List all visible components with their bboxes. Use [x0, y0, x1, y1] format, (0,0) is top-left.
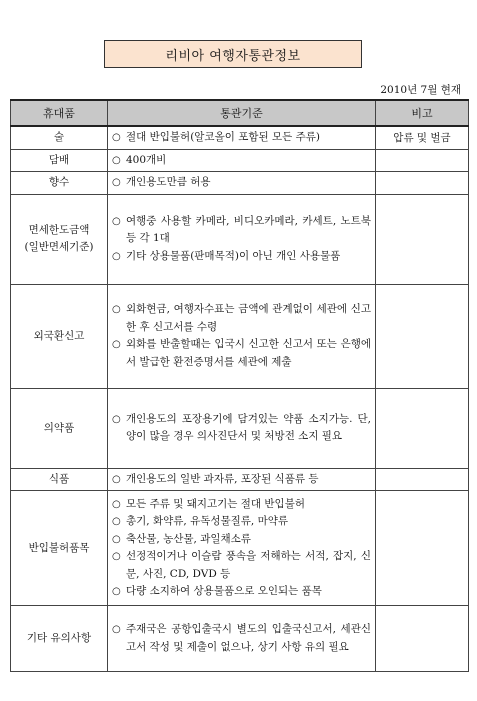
table-header-row — [11, 100, 469, 126]
item-cell — [11, 194, 108, 284]
bullet-text: 축산물, 농산물, 과일채소류 — [126, 532, 251, 545]
bullet-text: 개인용도의 일반 과자류, 포장된 식품류 등 — [126, 472, 319, 485]
item-cell — [11, 606, 108, 672]
bullet-text: 외화현금, 여행자수표는 금액에 관계없이 세관에 신고한 후 신고서를 수령 — [126, 303, 371, 333]
item-label: 기타 유의사항 — [26, 632, 92, 644]
bullet-text: 총기, 화약류, 유독성물질류, 마약류 — [126, 515, 289, 527]
circle-bullet-icon: ○ — [112, 413, 121, 425]
note-cell — [376, 194, 469, 284]
table-row — [11, 126, 469, 149]
bullet-item — [112, 496, 371, 514]
circle-bullet-icon: ○ — [112, 586, 121, 597]
note-cell — [376, 149, 469, 172]
bullet-item — [112, 583, 371, 601]
bullet-text: 기타 상용물품(판매목적)이 아닌 개인 사용물품 — [126, 249, 341, 262]
bullet-item — [112, 411, 371, 446]
bullet-item — [112, 531, 371, 549]
circle-bullet-icon: ○ — [112, 177, 121, 188]
note-cell — [376, 491, 469, 606]
bullet-text: 개인용도만큼 허용 — [126, 176, 211, 188]
standard-cell — [108, 388, 376, 468]
item-label: 향수 — [48, 176, 70, 189]
circle-bullet-icon: ○ — [112, 154, 121, 166]
header-standard: 통관기준 — [108, 100, 376, 126]
item-label: 면세한도금액 — [28, 224, 90, 236]
note-cell — [376, 606, 469, 672]
customs-info-table — [10, 99, 469, 672]
item-cell — [11, 126, 108, 149]
item-label: 식품 — [48, 472, 70, 485]
note-cell — [376, 284, 469, 388]
note-cell — [376, 388, 469, 468]
table-row — [11, 388, 469, 468]
table-row — [11, 491, 469, 606]
standard-cell — [108, 149, 376, 172]
circle-bullet-icon: ○ — [112, 339, 121, 350]
item-cell — [11, 388, 108, 468]
page-title: 리비아 여행자통관정보 — [104, 40, 362, 68]
note-cell: 압류 및 벌금 — [376, 126, 469, 149]
circle-bullet-icon: ○ — [112, 215, 121, 227]
bullet-item — [112, 152, 371, 170]
item-cell — [11, 491, 108, 606]
bullet-item — [112, 174, 371, 192]
standard-cell — [108, 172, 376, 195]
circle-bullet-icon: ○ — [112, 498, 121, 510]
item-label: 외국환신고 — [33, 329, 85, 342]
circle-bullet-icon: ○ — [112, 132, 121, 143]
bullet-item — [112, 513, 371, 531]
bullet-text: 주재국은 공항입출국시 별도의 입출국신고서, 세관신고서 작성 및 제출이 없으나, 상기 사항 유의 필요 — [126, 623, 371, 653]
table-row — [11, 149, 469, 172]
item-cell — [11, 468, 108, 491]
item-label: 반입불허품목 — [28, 541, 90, 554]
bullet-item — [112, 621, 371, 656]
note-cell — [376, 172, 469, 195]
item-label: 의약품 — [43, 421, 75, 434]
table-row — [11, 468, 469, 491]
as-of-date: 2010년 7월 현재 — [380, 84, 461, 96]
bullet-item — [112, 301, 371, 336]
bullet-text: 400개비 — [126, 153, 167, 166]
bullet-item — [112, 213, 371, 248]
bullet-item — [112, 248, 371, 266]
bullet-item — [112, 336, 371, 371]
note-cell — [376, 468, 469, 491]
bullet-item — [112, 129, 371, 147]
bullet-text: 선정적이거나 이슬람 풍속을 저해하는 서적, 잡지, 신문, 사진, CD, DVD 등 — [126, 550, 371, 580]
standard-cell — [108, 284, 376, 388]
item-label: (일반면세기준) — [24, 241, 94, 253]
bullet-item — [112, 548, 371, 583]
circle-bullet-icon: ○ — [112, 250, 121, 262]
bullet-text: 절대 반입불허(알코올이 포함된 모든 주류) — [126, 131, 320, 143]
circle-bullet-icon: ○ — [112, 304, 121, 315]
table-row — [11, 172, 469, 195]
standard-cell — [108, 606, 376, 672]
table-row — [11, 284, 469, 388]
item-label: 담배 — [48, 153, 70, 166]
bullet-text: 개인용도의 포장용기에 담겨있는 약품 소지가능. 단, 양이 많을 경우 의사진단서 및 처방전 소지 필요 — [126, 412, 371, 442]
item-label: 술 — [53, 131, 65, 144]
circle-bullet-icon: ○ — [112, 624, 121, 635]
bullet-text: 여행중 사용할 카메라, 비디오카메라, 카세트, 노트북 등 각 1대 — [126, 214, 371, 245]
bullet-text: 모든 주류 및 돼지고기는 절대 반입불허 — [126, 497, 305, 510]
standard-cell — [108, 194, 376, 284]
item-cell — [11, 284, 108, 388]
circle-bullet-icon: ○ — [112, 516, 121, 527]
item-cell — [11, 172, 108, 195]
table-row — [11, 194, 469, 284]
bullet-text: 다량 소지하여 상용물품으로 오인되는 품목 — [126, 585, 322, 597]
standard-cell — [108, 491, 376, 606]
bullet-item — [112, 471, 371, 489]
standard-cell — [108, 468, 376, 491]
header-note: 비고 — [376, 100, 469, 126]
circle-bullet-icon: ○ — [112, 473, 121, 485]
header-item: 휴대품 — [11, 100, 108, 126]
circle-bullet-icon: ○ — [112, 551, 121, 562]
standard-cell — [108, 126, 376, 149]
bullet-text: 외화를 반출할때는 입국시 신고한 신고서 또는 은행에서 발급한 환전증명서를 세관에 제출 — [126, 338, 371, 368]
circle-bullet-icon: ○ — [112, 533, 121, 545]
table-row — [11, 606, 469, 672]
item-cell — [11, 149, 108, 172]
